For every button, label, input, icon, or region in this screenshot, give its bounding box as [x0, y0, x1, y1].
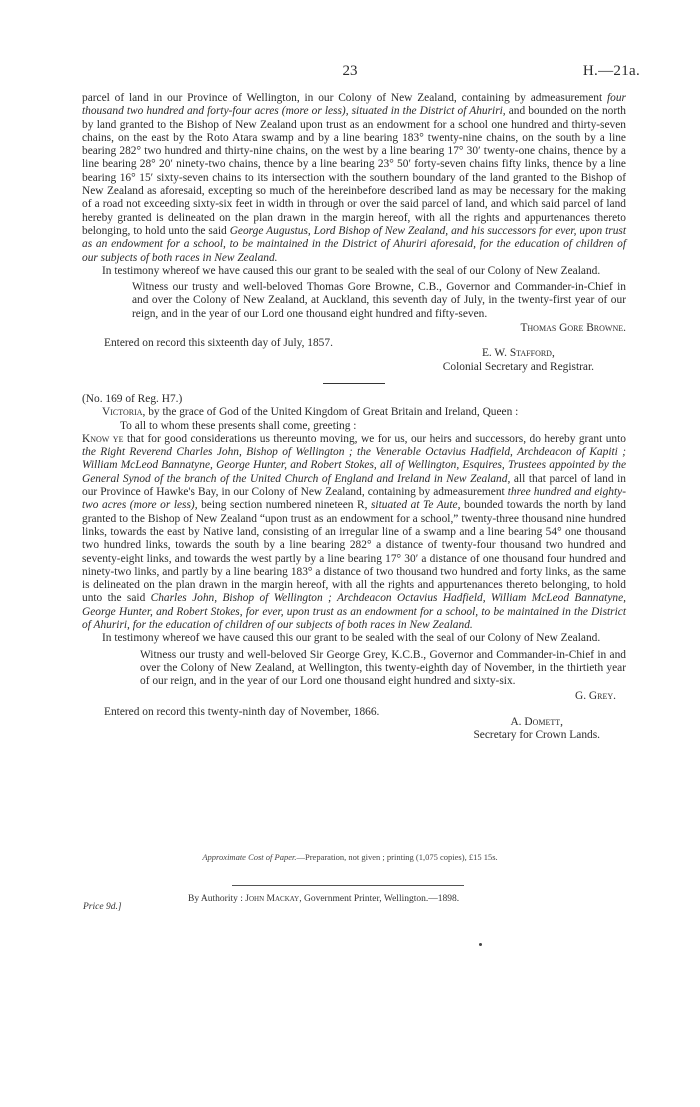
- printer-name: John Mackay: [245, 894, 300, 904]
- grant2-description-run: bounded towards the north by land granted to the Bishop of New Zealand “upon trust as an endowment for a school,” twenty-three thousand nine hundred links, towards the east by Native land, consisting of an irregular line of a swamp and a line bearing 54° one thousand two hundred links, towards the south by a line bearing 282° a distance of twenty-four thousand two hundred and seventy-eight links, and towards the west partly by a line bearing 17° 30′ a distance of one thousand four hundred and ninety-two links, and partly by a line bearing 183° a distance of two thousand two hundred and forty links, as the same is delineated on the plan drawn in the margin hereof, with all the rights and appurtenances thereto belonging, to hold unto the said: [82, 499, 627, 605]
- cost-text: —Preparation, not given ; printing (1,075 copies), £15 15s.: [296, 852, 498, 862]
- printer-imprint: [188, 894, 459, 904]
- paper-reference: H.—21a.: [582, 63, 640, 79]
- document-body: [82, 92, 626, 742]
- page-number: 23: [342, 63, 358, 79]
- grant2-description-run: situated at Te Aute,: [371, 499, 461, 512]
- printer-suffix: , Government Printer, Wellington.—1898.: [299, 894, 460, 904]
- ink-speck: [479, 943, 482, 946]
- grant2-description-run: Charles John, Bishop of Wellington ; Archdeacon Octavius Hadfield, William McLeod Bannatyne, George Hunter, and Robert Stokes, for ever, upon trust as an endowment for a school, to be maintained in the District of Ahuriri, for the education of children of our subjects of both races in New Zealand.: [82, 592, 626, 631]
- grant1-testimony: In testimony whereof we have caused this our grant to be sealed with the seal of our Colony of New Zealand.: [102, 264, 601, 277]
- grant2-entered-row: [82, 706, 626, 743]
- cost-label: Approximate Cost of Paper.: [202, 852, 297, 862]
- grant2-registration: (No. 169 of Reg. H7.): [82, 392, 183, 405]
- grant2-secretary-title: Secretary for Crown Lands.: [473, 729, 600, 742]
- grant2-victoria-text: , by the grace of God of the United Kingdom of Great Britain and Ireland, Queen :: [142, 406, 519, 419]
- footer-rule: [232, 885, 464, 886]
- grant2-description-run: all that parcel of land in our Province of Hawke's Bay, in our Colony of New Zealand, containing by admeasurement: [82, 472, 626, 499]
- grant1-secretary-block: [443, 347, 594, 374]
- grant1-description-run: and bounded on the north by land granted to the Bishop of New Zealand upon trust as an endowment for a school one hundred and thirty-seven chains, on the east by the Roto Atara swamp and by a line bearing 183° twenty-nine chains, on the south by a line bearing 282° two hundred and thirty-nine chains, on the west by a line bearing 17° 30′ twenty-one chains, thence by a line bearing 28° 20′ ninety-two chains, thence by a line bearing 23° 50′ forty-seven chains fifty links, thence by a line bearing 16° 15′ sixty-seven chains to its intersection with the southern boundary of the land granted to the Bishop of New Zealand as aforesaid, excepting so much of the hereinbefore described land as may be necessary for the making of a road not exceeding sixty-six feet in width in through or over the said parcel of land, and which said parcel of land hereby granted is delineated on the plan drawn in the margin hereof, with all the rights and appurtenances thereto belonging, to hold unto the said: [82, 105, 626, 237]
- grant2-secretary-block: [473, 716, 600, 743]
- grant2-testimony: In testimony whereof we have caused this our grant to be sealed with the seal of our Colony of New Zealand.: [102, 632, 601, 645]
- grant2-greeting: To all to whom these presents shall come, greeting :: [120, 419, 357, 432]
- grant2-victoria-name: Victoria: [102, 406, 143, 419]
- grant1-witness: Witness our trusty and well-beloved Thomas Gore Browne, C.B., Governor and Commander-in-Chief in and over the Colony of New Zealand, at Auckland, this seventh day of July, in the twenty-first year of our reign, and in the year of our Lord one thousand eight hundred and fifty-seven.: [132, 281, 626, 320]
- grant2-description-run: the Right Reverend Charles John, Bishop of Wellington ; the Venerable Octavius Hadfield, Archdeacon of Kapiti ; William McLeod Bannatyne, George Hunter, and Robert Stokes, all of Wellington, Esquires, Trustees appointed by the General Synod of the branch of the United Church of England and Ireland in New Zealand,: [82, 446, 626, 485]
- grant1-description: [82, 92, 626, 265]
- price-note: Price 9d.]: [83, 902, 122, 912]
- grant2-description: [82, 433, 626, 632]
- grant2-description-run: Know ye: [82, 432, 124, 445]
- grant1-secretary-name: E. W. Stafford,: [481, 347, 555, 360]
- grant1-description-run: George Augustus, Lord Bishop of New Zealand, and his successors for ever, upon trust as an endowment for a school, to be maintained in the District of Ahuriri aforesaid, for the education of children of our subjects of both races in New Zealand.: [82, 224, 626, 264]
- grant1-description-run: parcel of land in our Province of Wellington, in our Colony of New Zealand, containing by admeasurement: [82, 92, 607, 104]
- printer-prefix: By Authority :: [188, 894, 246, 904]
- grant2-description-run: three hundred and eighty-two acres (more or less),: [82, 486, 626, 512]
- grant2-victoria: [82, 406, 626, 419]
- grant1-entered-text: Entered on record this sixteenth day of July, 1857.: [104, 337, 333, 350]
- grant1-entered-row: [82, 337, 626, 374]
- grant2-witness: Witness our trusty and well-beloved Sir George Grey, K.C.B., Governor and Commander-in-Chief in and over the Colony of New Zealand, at Wellington, this twenty-eighth day of November, in the thirtieth year of our reign, and in the year of our Lord one thousand eight hundred and sixty-six.: [140, 648, 626, 688]
- grant2-governor-signature: G. Grey.: [575, 690, 616, 703]
- grant2-description-run: being section numbered nineteen R,: [197, 499, 371, 512]
- section-divider: [323, 383, 385, 384]
- grant1-governor-signature: Thomas Gore Browne.: [520, 322, 626, 335]
- grant2-description-run: that for good considerations us thereunto moving, we for us, our heirs and successors, do hereby grant unto: [123, 432, 626, 445]
- grant2-entered-text: Entered on record this twenty-ninth day of November, 1866.: [104, 705, 380, 718]
- grant1-secretary-title: Colonial Secretary and Registrar.: [442, 360, 594, 373]
- grant1-description-run: four thousand two hundred and forty-four acres (more or less), situated in the District of Ahuriri,: [82, 92, 626, 118]
- cost-note: [0, 852, 700, 862]
- grant2-secretary-name: A. Domett,: [510, 715, 563, 728]
